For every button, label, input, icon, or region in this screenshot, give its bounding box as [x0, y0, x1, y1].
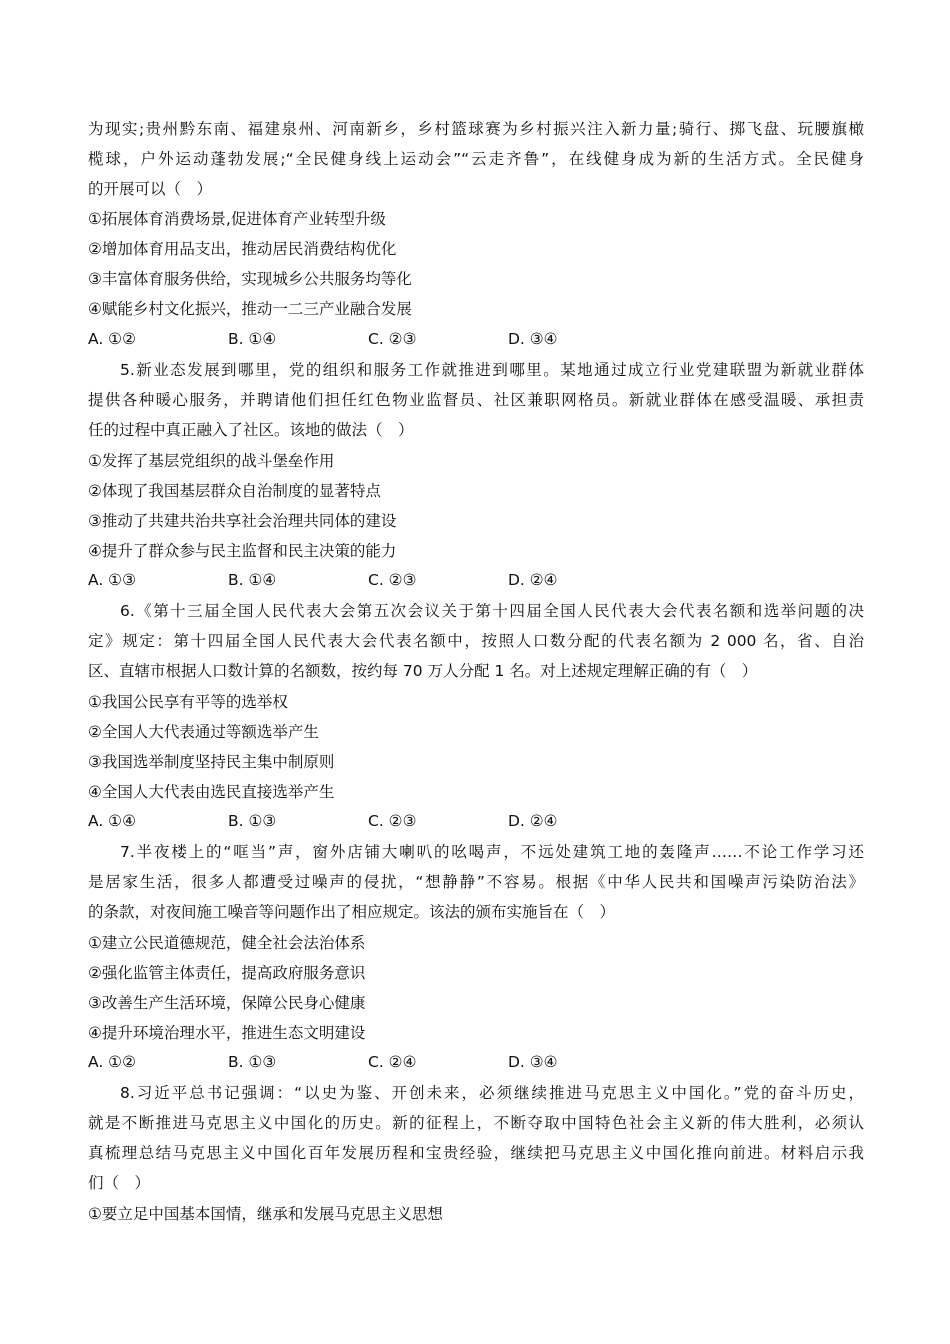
q5-stem-line: 5.新业态发展到哪里，党的组织和服务工作就推进到哪里。某地通过成立行业党建联盟为新就业群体 [120, 361, 864, 379]
q4-statement: ①拓展体育消费场景,促进体育产业转型升级 [88, 210, 386, 228]
q4-option-d: D. ③④ [508, 330, 558, 348]
q5-option-a: A. ①③ [88, 571, 136, 589]
q5-stem-line: 任的过程中真正融入了社区。该地的做法（ ） [88, 421, 414, 439]
q4-statement: ④赋能乡村文化振兴，推动一二三产业融合发展 [88, 300, 412, 318]
q8-stem-line: 们（ ） [88, 1174, 151, 1192]
q5-statement: ①发挥了基层党组织的战斗堡垒作用 [88, 452, 335, 470]
q6-stem-line: 区、直辖市根据人口数计算的名额数，按约每 70 万人分配 1 名。对上述规定理解正确的有（ ） [88, 662, 758, 680]
q7-stem-line: 7.半夜楼上的“哐当”声，窗外店铺大喇叭的吆喝声，不远处建筑工地的轰隆声……不论工作学习还 [120, 843, 864, 861]
q5-stem-line: 提供各种暖心服务，并聘请他们担任红色物业监督员、社区兼职网格员。新就业群体在感受温暖、承担责 [88, 391, 864, 409]
q6-statement: ②全国人大代表通过等额选举产生 [88, 723, 319, 741]
q5-statement: ②体现了我国基层群众自治制度的显著特点 [88, 482, 381, 500]
q4-statement: ③丰富体育服务供给，实现城乡公共服务均等化 [88, 270, 412, 288]
q6-statement: ①我国公民享有平等的选举权 [88, 693, 288, 711]
q4-options [88, 328, 648, 350]
q8-statement: ①要立足中国基本国情，继承和发展马克思主义思想 [88, 1205, 443, 1223]
q4-stem-line: 为现实;贵州黔东南、福建泉州、河南新乡，乡村篮球赛为乡村振兴注入新力量;骑行、掷飞盘、玩腰旗橄 [88, 120, 864, 138]
q6-stem-line: 定》规定：第十四届全国人民代表大会代表名额中，按照人口数分配的代表名额为 2 000 名，省、自治 [88, 632, 864, 650]
q7-stem-line: 是居家生活，很多人都遭受过噪声的侵扰，“想静静”不容易。根据《中华人民共和国噪声污染防治法》 [88, 873, 864, 891]
q7-option-a: A. ①② [88, 1053, 136, 1071]
q5-option-d: D. ②④ [508, 571, 558, 589]
q6-stem-line: 6.《第十三届全国人民代表大会第五次会议关于第十四届全国人民代表大会代表名额和选举问题的决 [120, 602, 864, 620]
q6-option-d: D. ②④ [508, 812, 558, 830]
q4-statement: ②增加体育用品支出，推动居民消费结构优化 [88, 240, 397, 258]
q7-statement: ③改善生产生活环境，保障公民身心健康 [88, 994, 366, 1012]
q6-option-c: C. ②③ [368, 812, 417, 830]
q5-option-b: B. ①④ [228, 571, 277, 589]
q6-statement: ③我国选举制度坚持民主集中制原则 [88, 753, 335, 771]
q6-statement: ④全国人大代表由选民直接选举产生 [88, 783, 335, 801]
q7-option-b: B. ①③ [228, 1053, 277, 1071]
q4-stem-line: 榄球，户外运动蓬勃发展;“全民健身线上运动会”“云走齐鲁”，在线健身成为新的生活方式。全民健身 [88, 150, 864, 168]
q6-options [88, 810, 648, 832]
q5-statement: ④提升了群众参与民主监督和民主决策的能力 [88, 542, 397, 560]
q7-option-c: C. ②④ [368, 1053, 417, 1071]
q8-stem-line: 真梳理总结马克思主义中国化百年发展历程和宝贵经验，继续把马克思主义中国化推向前进。材料启示我 [88, 1144, 864, 1162]
q8-stem-line: 就是不断推进马克思主义中国化的历史。新的征程上，不断夺取中国特色社会主义新的伟大胜利，必须认 [88, 1114, 864, 1132]
q7-options [88, 1051, 648, 1073]
q5-options [88, 569, 648, 591]
q7-statement: ①建立公民道德规范，健全社会法治体系 [88, 934, 366, 952]
q5-option-c: C. ②③ [368, 571, 417, 589]
q4-stem-line: 的开展可以（ ） [88, 180, 213, 198]
q7-statement: ④提升环境治理水平，推进生态文明建设 [88, 1024, 366, 1042]
q4-option-b: B. ①④ [228, 330, 277, 348]
q7-statement: ②强化监管主体责任，提高政府服务意识 [88, 964, 366, 982]
q4-option-c: C. ②③ [368, 330, 417, 348]
q4-option-a: A. ①② [88, 330, 136, 348]
q5-statement: ③推动了共建共治共享社会治理共同体的建设 [88, 512, 397, 530]
q8-stem-line: 8.习近平总书记强调：“以史为鉴、开创未来，必须继续推进马克思主义中国化。”党的奋斗历史， [120, 1084, 864, 1102]
q6-option-a: A. ①④ [88, 812, 136, 830]
q6-option-b: B. ①③ [228, 812, 277, 830]
q7-option-d: D. ③④ [508, 1053, 558, 1071]
q7-stem-line: 的条款，对夜间施工噪音等问题作出了相应规定。该法的颁布实施旨在（ ） [88, 903, 616, 921]
